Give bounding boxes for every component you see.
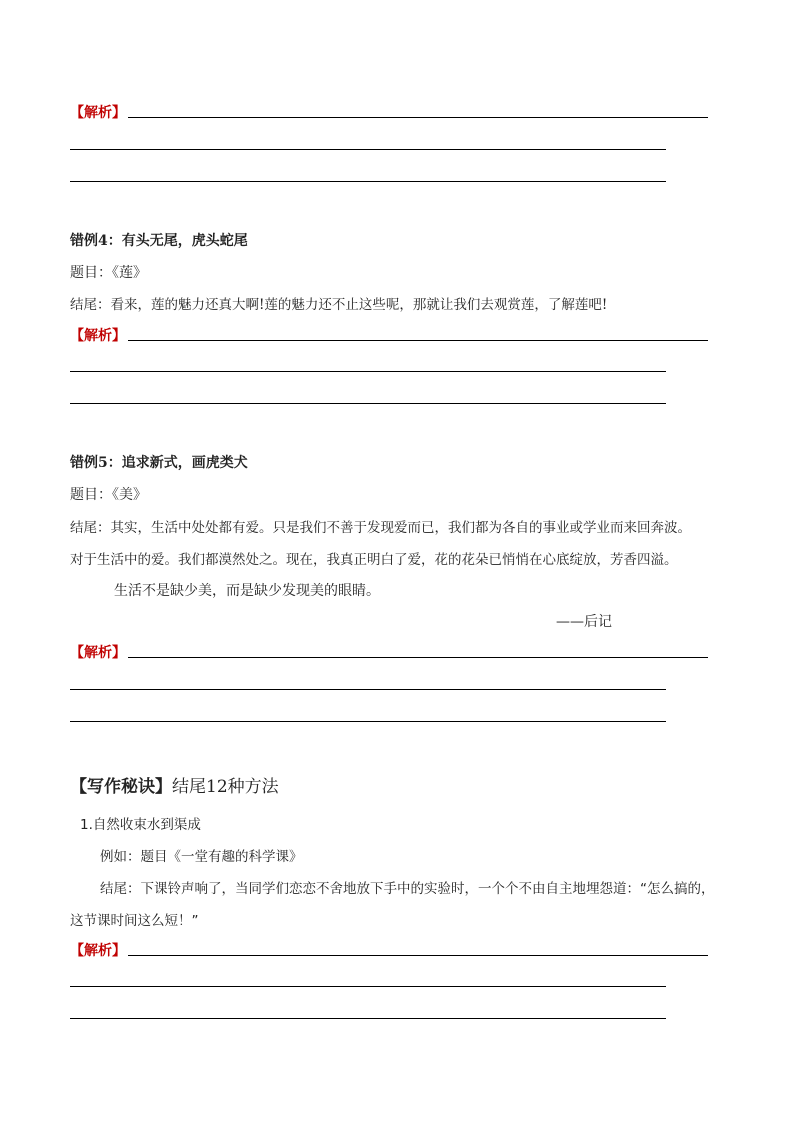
answer-line[interactable] [70, 403, 666, 404]
case5-ending-line2: 对于生活中的爱。我们都漠然处之。现在，我真正明白了爱，花的花朵已悄悄在心底绽放，芳香四溢。 [70, 552, 678, 568]
answer-line[interactable] [70, 721, 666, 722]
analysis-label: 【解析】 [70, 105, 126, 121]
answer-line[interactable] [70, 149, 666, 150]
case5-quote: 生活不是缺少美，而是缺少发现美的眼睛。 [114, 583, 380, 599]
case4-title: 题目：《莲》 [70, 265, 147, 281]
answer-line[interactable] [128, 340, 708, 341]
answer-line[interactable] [128, 657, 708, 658]
case5-attribution: ——后记 [556, 614, 612, 630]
answer-line[interactable] [70, 1018, 666, 1019]
section-title-text: 结尾12种方法 [172, 777, 279, 797]
example-line: 例如：题目《一堂有趣的科学课》 [100, 849, 303, 865]
case5-heading: 错例5：追求新式，画虎类犬 [70, 455, 248, 471]
method-item-1: 1.自然收束水到渠成 [80, 817, 201, 833]
answer-line[interactable] [128, 117, 708, 118]
answer-line[interactable] [70, 181, 666, 182]
section-title [70, 772, 279, 797]
case4-ending: 结尾：看来，莲的魅力还真大啊!莲的魅力还不止这些呢，那就让我们去观赏莲，了解莲吧! [70, 297, 608, 313]
example-ending-line1: 结尾：下课铃声响了，当同学们恋恋不舍地放下手中的实验时，一个个不由自主地埋怨道：“怎么搞的， [100, 881, 715, 897]
analysis-label: 【解析】 [70, 943, 126, 959]
case5-title: 题目：《美》 [70, 487, 147, 503]
section-bracket: 【写作秘诀】 [70, 777, 172, 797]
case5-ending-line1: 结尾：其实，生活中处处都有爱。只是我们不善于发现爱而已，我们都为各自的事业或学业而来回奔波。 [70, 520, 691, 536]
answer-line[interactable] [70, 986, 666, 987]
example-ending-line2: 这节课时间这么短！” [70, 913, 199, 929]
answer-line[interactable] [70, 371, 666, 372]
answer-line[interactable] [70, 689, 666, 690]
analysis-label: 【解析】 [70, 328, 126, 344]
case4-heading: 错例4：有头无尾，虎头蛇尾 [70, 233, 248, 249]
analysis-label: 【解析】 [70, 645, 126, 661]
answer-line[interactable] [128, 955, 708, 956]
